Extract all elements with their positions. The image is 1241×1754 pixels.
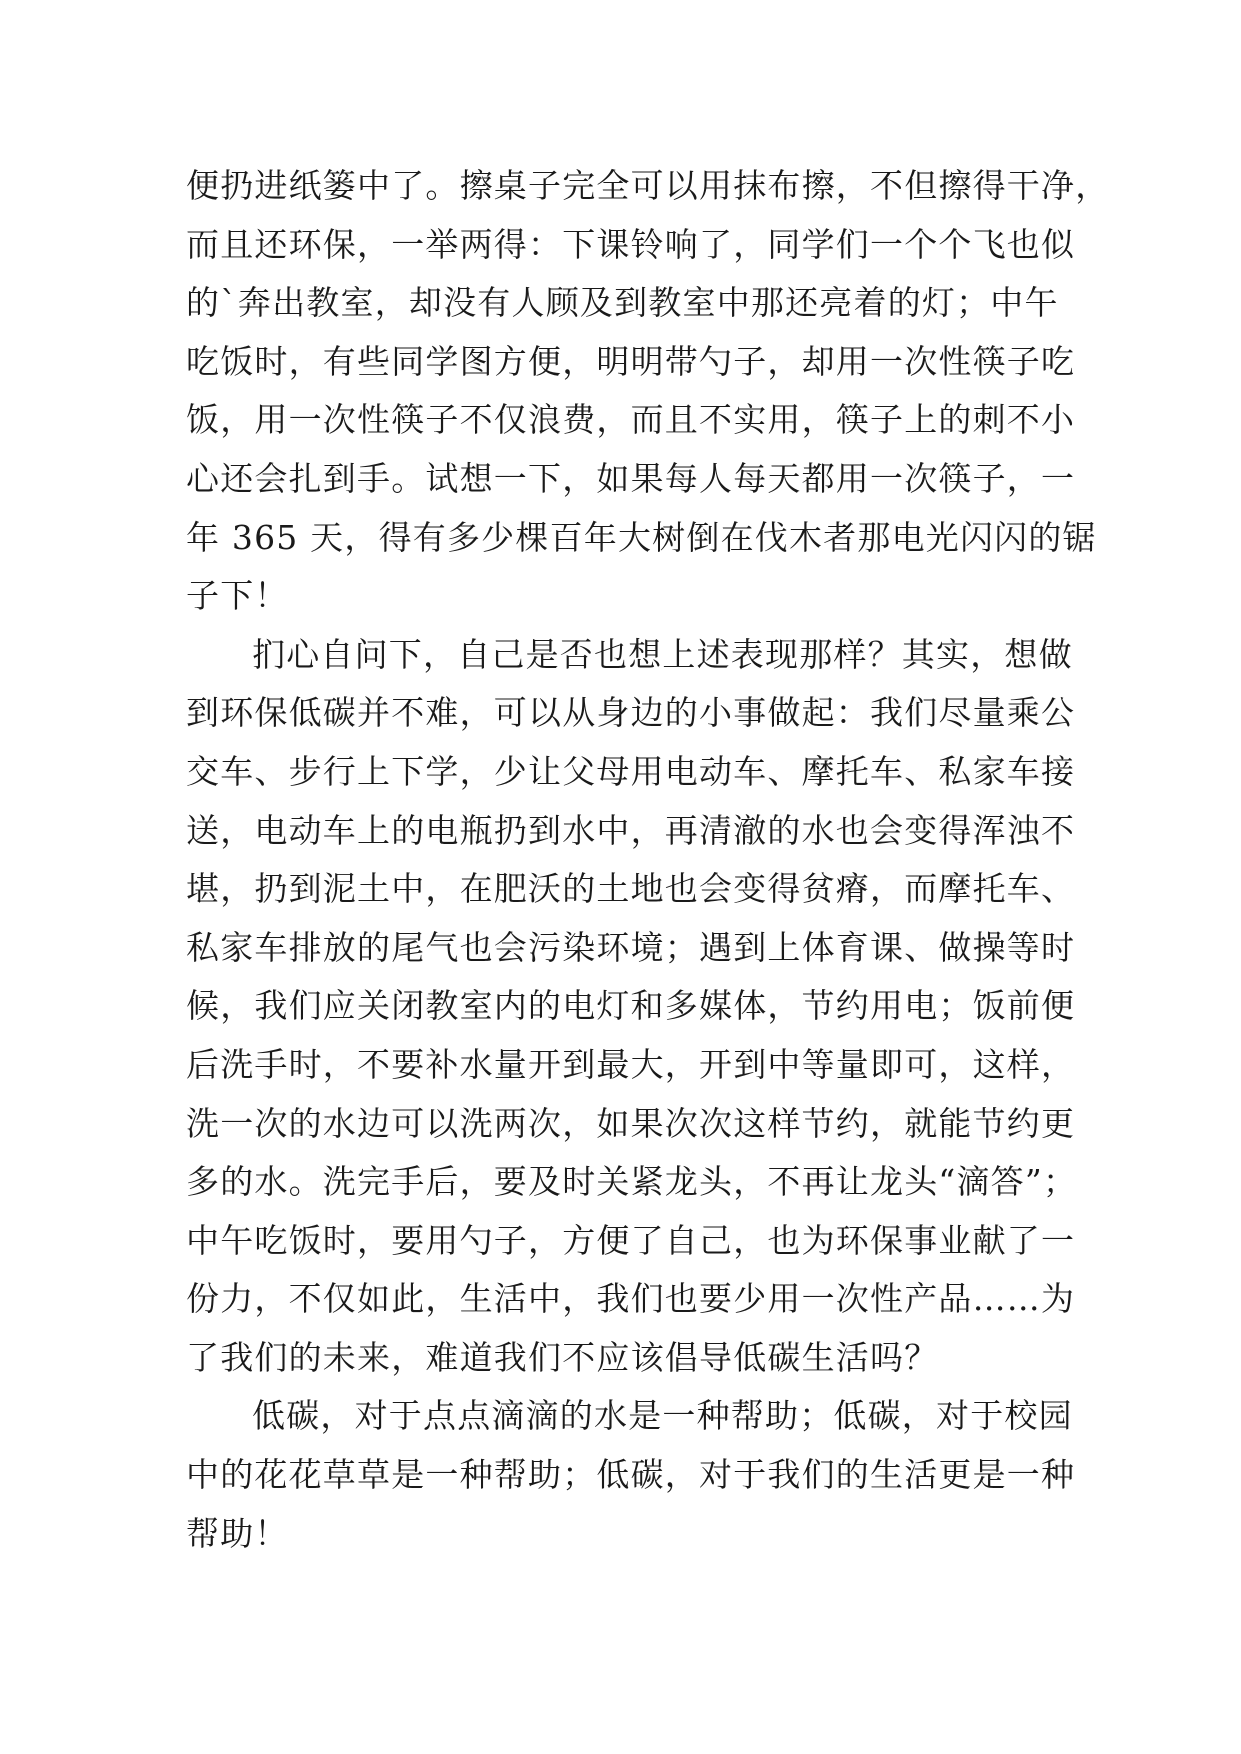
text-line: 饭，用一次性筷子不仅浪费，而且不实用，筷子上的刺不小 — [186, 400, 1076, 440]
text-line: 而且还环保，一举两得：下课铃响了，同学们一个个飞也似 — [186, 224, 1076, 264]
paragraph-start-line: 低碳，对于点点滴滴的水是一种帮助；低碳，对于校园 — [252, 1396, 1073, 1436]
text-line: 送，电动车上的电瓶扔到水中，再清澈的水也会变得浑浊不 — [186, 810, 1076, 850]
text-line: 交车、步行上下学，少让父母用电动车、摩托车、私家车接 — [186, 751, 1076, 791]
text-line: 到环保低碳并不难，可以从身边的小事做起：我们尽量乘公 — [186, 693, 1076, 733]
paragraph-start-line: 扪心自问下，自己是否也想上述表现那样？其实，想做 — [252, 634, 1073, 674]
text-line: 了我们的未来，难道我们不应该倡导低碳生活吗？ — [186, 1337, 939, 1377]
text-line: 年 365 天，得有多少棵百年大树倒在伐木者那电光闪闪的锯 — [186, 517, 1097, 557]
text-line: 中午吃饭时，要用勺子，方便了自己，也为环保事业献了一 — [186, 1220, 1076, 1260]
text-line: 便扔进纸篓中了。擦桌子完全可以用抹布擦，不但擦得干净， — [186, 166, 1110, 205]
text-line: 子下！ — [186, 576, 289, 616]
text-line: 心还会扎到手。试想一下，如果每人每天都用一次筷子，一 — [186, 458, 1076, 498]
text-line: 中的花花草草是一种帮助；低碳，对于我们的生活更是一种 — [186, 1455, 1076, 1495]
text-line: 堪，扔到泥土中，在肥沃的土地也会变得贫瘠，而摩托车、 — [186, 869, 1076, 909]
text-line: 洗一次的水边可以洗两次，如果次次这样节约，就能节约更 — [186, 1103, 1076, 1143]
text-line: 多的水。洗完手后，要及时关紧龙头，不再让龙头“滴答”； — [186, 1162, 1078, 1202]
text-line: 吃饭时，有些同学图方便，明明带勺子，却用一次性筷子吃 — [186, 341, 1076, 381]
text-line: 后洗手时，不要补水量开到最大，开到中等量即可，这样， — [186, 1044, 1076, 1084]
document-body — [186, 157, 1110, 1563]
text-line: 份力，不仅如此，生活中，我们也要少用一次性产品……为 — [186, 1279, 1076, 1319]
text-line: 候，我们应关闭教室内的电灯和多媒体，节约用电；饭前便 — [186, 986, 1076, 1026]
text-line: 私家车排放的尾气也会污染环境；遇到上体育课、做操等时 — [186, 927, 1076, 967]
text-line: 的`奔出教室，却没有人顾及到教室中那还亮着的灯；中午 — [186, 283, 1059, 323]
text-line: 帮助！ — [186, 1513, 289, 1553]
